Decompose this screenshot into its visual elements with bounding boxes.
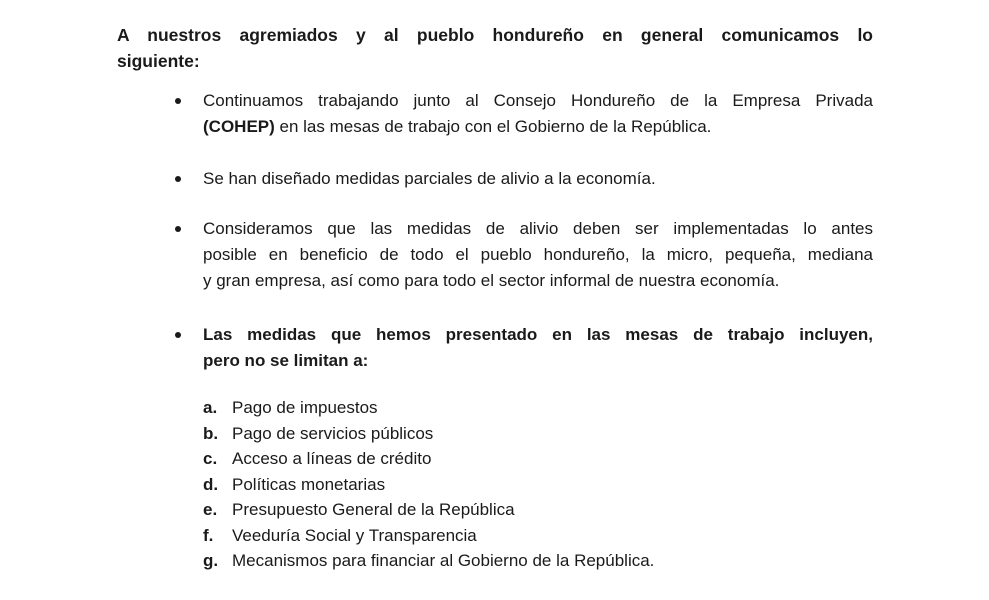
measure-item — [203, 548, 654, 574]
measure-letter: a. — [203, 398, 218, 417]
measure-item — [203, 395, 654, 421]
bullet-line: Consideramos que las medidas de alivio deben ser implementadas lo antes — [203, 219, 873, 238]
measure-text: Políticas monetarias — [232, 474, 386, 494]
bullet-line: y gran empresa, así como para todo el sector informal de nuestra economía. — [203, 271, 780, 290]
bullet-dot — [175, 176, 181, 182]
bullet-line — [203, 114, 873, 140]
measure-text: Acceso a líneas de crédito — [232, 449, 432, 468]
measure-item — [203, 446, 654, 472]
measure-item — [203, 497, 654, 523]
measure-item — [203, 523, 654, 549]
measure-letter: b. — [203, 423, 219, 443]
measure-item — [203, 472, 654, 498]
measure-text: Pago de impuestos — [232, 398, 378, 417]
measure-item — [203, 421, 654, 447]
measure-text: Veeduría Social y Transparencia — [232, 525, 477, 545]
bullet-line: pero no se limitan a: — [203, 351, 369, 370]
measure-text: Pago de servicios públicos — [232, 423, 434, 443]
bullet-text — [203, 88, 873, 140]
bullet-dot — [175, 98, 181, 104]
intro-line-2: siguiente: — [117, 51, 200, 71]
bullet-dot — [175, 226, 181, 232]
bullet-text — [203, 216, 873, 294]
bullet-line: Continuamos trabajando junto al Consejo Hondureño de la Empresa Privada — [203, 91, 873, 110]
measure-letter: d. — [203, 474, 219, 494]
intro-line-1: A nuestros agremiados y al pueblo hondureño en general comunicamos lo — [117, 25, 873, 45]
measure-text: Presupuesto General de la República — [232, 500, 515, 519]
measure-text: Mecanismos para financiar al Gobierno de la República. — [232, 551, 655, 570]
measure-letter: e. — [203, 500, 218, 519]
intro-paragraph — [117, 22, 873, 74]
measure-letter: g. — [203, 551, 219, 570]
cohep-acronym: (COHEP) — [203, 117, 275, 136]
bullet-dot — [175, 332, 181, 338]
measures-list — [203, 395, 654, 574]
bullet-text — [203, 166, 873, 192]
bullet-line: posible en beneficio de todo el pueblo hondureño, la micro, pequeña, mediana — [203, 245, 873, 264]
bullet-text — [203, 322, 873, 374]
measure-letter: c. — [203, 449, 218, 468]
bullet-line: Se han diseñado medidas parciales de alivio a la economía. — [203, 169, 656, 188]
bullet-line-rest: en las mesas de trabajo con el Gobierno de la República. — [274, 117, 712, 136]
bullet-line: Las medidas que hemos presentado en las mesas de trabajo incluyen, — [203, 325, 873, 344]
measure-letter: f. — [203, 525, 214, 545]
